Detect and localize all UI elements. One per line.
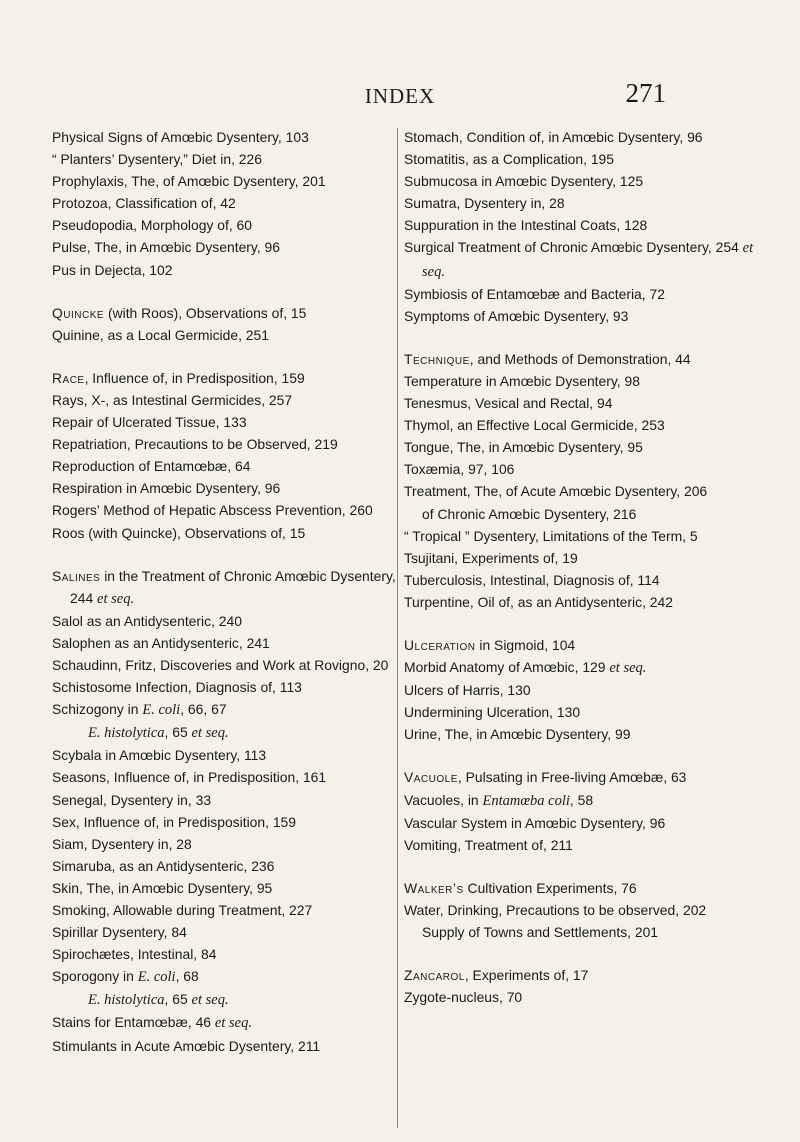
entry-text: Schizogony in <box>52 701 143 718</box>
entry-text: Temperature in Amœbic Dysentery, 98 <box>404 372 640 389</box>
entry-text: Seasons, Influence of, in Predisposition, 161 <box>52 769 327 786</box>
entry-text: Prophylaxis, The, of Amœbic Dysentery, 201 <box>52 173 326 190</box>
index-entry <box>404 525 764 547</box>
entry-text: Schaudinn, Fritz, Discoveries and Work at Rovigno, 20 <box>52 656 389 673</box>
index-entry <box>52 766 402 788</box>
entry-text: Suppuration in the Intestinal Coats, 128 <box>404 217 648 234</box>
entry-text: Surgical Treatment of Chronic Amœbic Dysentery, 254 <box>404 239 743 256</box>
entry-text: Supply of Towns and Settlements, 201 <box>422 924 659 940</box>
entry-headword: Quincke <box>52 304 105 321</box>
index-entry <box>52 455 402 477</box>
entry-text: , 65 <box>164 724 192 741</box>
entry-text: Tongue, The, in Amœbic Dysentery, 95 <box>404 439 643 456</box>
index-entry <box>52 522 402 544</box>
entry-text: Stomach, Condition of, in Amœbic Dysentery, 96 <box>404 129 703 145</box>
index-entry <box>52 192 402 214</box>
index-entry <box>52 259 402 281</box>
index-entry <box>404 503 764 525</box>
index-entry <box>404 766 764 788</box>
entry-text: in the Treatment of Chronic Amœbic Dysentery, 244 <box>70 567 396 606</box>
entry-text: , 65 <box>164 991 192 1008</box>
index-entry <box>404 192 764 214</box>
index-entry <box>52 965 402 988</box>
index-entry <box>404 305 764 327</box>
entry-headword: Vacuole <box>404 769 458 786</box>
entry-text: Water, Drinking, Precautions to be observed, 202 <box>404 901 707 918</box>
entry-text: Submucosa in Amœbic Dysentery, 125 <box>404 173 644 190</box>
entry-text: Cultivation Experiments, 76 <box>463 879 637 896</box>
entry-text: Repatriation, Precautions to be Observed, 219 <box>52 436 338 453</box>
entry-text: Sporogony in <box>52 968 138 985</box>
entry-text: Smoking, Allowable during Treatment, 227 <box>52 902 313 918</box>
entry-text: Schistosome Infection, Diagnosis of, 113 <box>52 679 302 696</box>
entry-text: Tsujitani, Experiments of, 19 <box>404 549 578 566</box>
index-entry <box>404 392 764 414</box>
index-entry <box>404 126 764 148</box>
entry-italic-text: et seq. <box>422 240 754 280</box>
entry-text: Simaruba, as an Antidysenteric, 236 <box>52 857 275 874</box>
index-entry <box>52 389 402 411</box>
page-header <box>0 68 800 108</box>
entry-text: Vomiting, Treatment of, 211 <box>404 836 573 853</box>
index-entry <box>404 723 764 745</box>
running-title: INDEX <box>364 84 436 108</box>
index-entry <box>52 855 402 877</box>
index-entry <box>52 126 402 148</box>
index-entry <box>52 921 402 943</box>
index-entry <box>52 565 402 610</box>
entry-text: Urine, The, in Amœbic Dysentery, 99 <box>404 726 631 743</box>
entry-text: , and Methods of Demonstration, 44 <box>469 350 691 367</box>
index-entry <box>52 943 402 965</box>
index-entry <box>404 236 764 282</box>
entry-text: , Influence of, in Predisposition, 159 <box>84 369 305 386</box>
index-entry <box>52 833 402 855</box>
index-entry <box>404 214 764 236</box>
index-entry <box>52 811 402 833</box>
index-entry <box>52 1011 402 1034</box>
index-entry <box>52 214 402 236</box>
entry-text: Undermining Ulceration, 130 <box>404 704 581 721</box>
index-entry <box>404 964 764 986</box>
index-entry <box>404 480 764 502</box>
entry-text: Vascular System in Amœbic Dysentery, 96 <box>404 814 666 831</box>
index-entry <box>52 411 402 433</box>
entry-text: Salophen as an Antidysenteric, 241 <box>52 634 270 651</box>
entry-text: Salol as an Antidysenteric, 240 <box>52 612 242 629</box>
entry-italic-text: et seq. <box>609 660 647 677</box>
entry-text: Ulcers of Harris, 130 <box>404 682 531 699</box>
entry-text: Tenesmus, Vesical and Rectal, 94 <box>404 395 613 412</box>
index-entry <box>52 367 402 389</box>
index-entry <box>404 986 764 1008</box>
index-entry <box>52 877 402 899</box>
index-entry <box>404 458 764 480</box>
index-entry <box>52 899 402 921</box>
entry-text: Quinine, as a Local Germicide, 251 <box>52 326 269 343</box>
index-entry <box>404 414 764 436</box>
entry-text: Toxæmia, 97, 106 <box>404 461 515 478</box>
index-entry <box>404 370 764 392</box>
index-entry <box>52 789 402 811</box>
entry-headword: Zancarol <box>404 967 465 984</box>
index-entry <box>52 148 402 170</box>
entry-italic-text: Entamœba coli <box>482 792 570 809</box>
entry-italic-text: et seq. <box>214 1015 252 1032</box>
index-entry <box>404 547 764 569</box>
entry-text: Stomatitis, as a Complication, 195 <box>404 151 615 168</box>
entry-italic-text: E. histolytica <box>88 725 165 742</box>
entry-italic-text: et seq. <box>191 992 229 1009</box>
entry-text: Sex, Influence of, in Predisposition, 159 <box>52 813 297 830</box>
index-entry <box>404 679 764 701</box>
entry-text: Spirochætes, Intestinal, 84 <box>52 946 217 963</box>
entry-text: of Chronic Amœbic Dysentery, 216 <box>422 505 637 522</box>
index-entry <box>52 499 402 521</box>
index-entry <box>52 324 402 346</box>
index-entry <box>404 789 764 812</box>
entry-text: Rogers’ Method of Hepatic Abscess Prevention, 260 <box>52 502 373 519</box>
entry-text: Turpentine, Oil of, as an Antidysenteric, 242 <box>404 593 673 610</box>
index-entry <box>52 988 402 1011</box>
index-entry <box>404 283 764 305</box>
index-entry <box>404 591 764 613</box>
entry-text: Zygote-nucleus, 70 <box>404 989 523 1006</box>
index-entry <box>404 348 764 370</box>
entry-text: Vacuoles, in <box>404 791 483 808</box>
entry-text: Roos (with Quincke), Observations of, 15 <box>52 524 306 541</box>
entry-italic-text: et seq. <box>97 590 135 607</box>
index-entry <box>52 698 402 721</box>
index-entry <box>404 656 764 679</box>
entry-text: Treatment, The, of Acute Amœbic Dysentery, 206 <box>404 483 708 500</box>
index-entry <box>52 632 402 654</box>
index-entry <box>52 170 402 192</box>
entry-text: Physical Signs of Amœbic Dysentery, 103 <box>52 129 309 145</box>
index-entry <box>404 436 764 458</box>
page-number: 271 <box>625 78 666 108</box>
entry-text: Respiration in Amœbic Dysentery, 96 <box>52 480 281 497</box>
entry-text: “ Tropical ” Dysentery, Limitations of the Term, 5 <box>404 527 698 544</box>
entry-text: in Sigmoid, 104 <box>475 636 576 653</box>
entry-text: Rays, X-, as Intestinal Germicides, 257 <box>52 391 293 408</box>
index-entry <box>52 654 402 676</box>
entry-text: Pulse, The, in Amœbic Dysentery, 96 <box>52 239 281 256</box>
index-entry <box>404 877 764 899</box>
entry-italic-text: E. histolytica <box>88 992 165 1009</box>
entry-text: Reproduction of Entamœbæ, 64 <box>52 458 251 475</box>
entry-text: Tuberculosis, Intestinal, Diagnosis of, 114 <box>404 571 660 588</box>
entry-text: Sumatra, Dysentery in, 28 <box>404 195 565 212</box>
entry-text: Stains for Entamœbæ, 46 <box>52 1014 215 1031</box>
entry-text: Senegal, Dysentery in, 33 <box>52 791 212 808</box>
index-entry <box>52 477 402 499</box>
index-entry <box>404 569 764 591</box>
entry-text: , Experiments of, 17 <box>464 967 589 984</box>
entry-text: , 68 <box>175 968 199 985</box>
entry-italic-text: et seq. <box>191 725 229 742</box>
entry-text: Morbid Anatomy of Amœbic, 129 <box>404 659 610 676</box>
entry-text: “ Planters’ Dysentery,” Diet in, 226 <box>52 151 262 168</box>
entry-text: Repair of Ulcerated Tissue, 133 <box>52 414 247 431</box>
index-entry <box>404 148 764 170</box>
entry-text: Symptoms of Amœbic Dysentery, 93 <box>404 307 629 324</box>
index-entry <box>404 170 764 192</box>
index-entry <box>52 1035 402 1057</box>
index-entry <box>404 921 764 943</box>
entry-text: Siam, Dysentery in, 28 <box>52 835 192 852</box>
entry-italic-text: E. coli <box>137 969 176 986</box>
index-entry <box>404 899 764 921</box>
index-entry <box>52 676 402 698</box>
entry-text: Symbiosis of Entamœbæ and Bacteria, 72 <box>404 285 665 302</box>
entry-text: Protozoa, Classification of, 42 <box>52 195 236 212</box>
entry-italic-text: E. coli <box>142 702 181 719</box>
entry-headword: Race <box>52 369 85 386</box>
entry-text: Spirillar Dysentery, 84 <box>52 924 187 941</box>
index-column-right <box>404 126 764 1008</box>
entry-text: Stimulants in Acute Amœbic Dysentery, 211 <box>52 1037 321 1054</box>
column-divider <box>397 128 398 1128</box>
entry-text: , 58 <box>569 791 594 808</box>
entry-text: Thymol, an Effective Local Germicide, 253 <box>404 417 665 434</box>
entry-headword: Ulceration <box>404 636 476 653</box>
entry-text: Skin, The, in Amœbic Dysentery, 95 <box>52 879 273 896</box>
index-entry <box>52 433 402 455</box>
index-entry <box>404 812 764 834</box>
index-entry <box>52 236 402 258</box>
index-entry <box>404 834 764 856</box>
entry-text: Scybala in Amœbic Dysentery, 113 <box>52 747 267 764</box>
index-column-left <box>52 126 402 1057</box>
entry-text: , Pulsating in Free-living Amœbæ, 63 <box>457 769 687 786</box>
index-entry <box>404 701 764 723</box>
entry-text: Pus in Dejecta, 102 <box>52 261 173 278</box>
entry-text: (with Roos), Observations of, 15 <box>104 304 307 321</box>
index-entry <box>52 302 402 324</box>
entry-text: Pseudopodia, Morphology of, 60 <box>52 217 253 234</box>
index-entry <box>52 721 402 744</box>
entry-headword: Technique <box>404 350 470 367</box>
index-entry <box>404 634 764 656</box>
index-entry <box>52 744 402 766</box>
entry-headword: Salines <box>52 567 101 584</box>
index-entry <box>52 610 402 632</box>
entry-headword: Walker’s <box>404 879 464 896</box>
entry-text: , 66, 67 <box>180 701 227 718</box>
